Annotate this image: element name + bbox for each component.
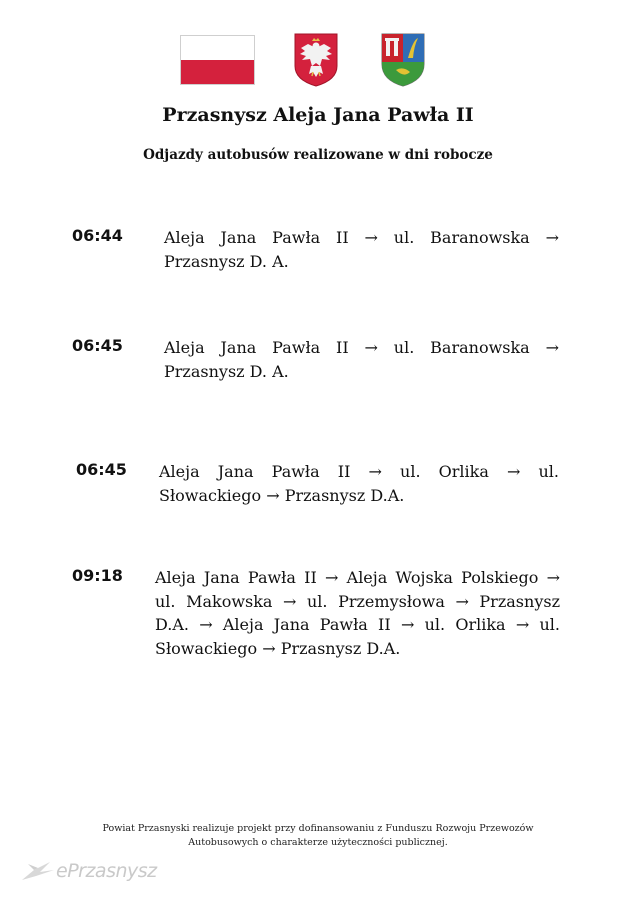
eprzasnysz-watermark: [20, 858, 170, 886]
departure-time: 06:45: [72, 336, 123, 355]
funding-note: [0, 822, 636, 850]
departure-time: 09:18: [72, 566, 123, 585]
departure-time: 06:45: [76, 460, 127, 479]
funding-note-line: Autobusowych o charakterze użyteczności publicznej.: [188, 837, 448, 848]
departure-route: Aleja Jana Pawła II → ul. Orlika → ul. Słowackiego → Przasnysz D.A.: [159, 462, 559, 505]
departure-route: Aleja Jana Pawła II → Aleja Wojska Polskiego → ul. Makowska → ul. Przemysłowa → Przasnysz D.A. → Aleja Jana Pawła II → ul. Orlika → ul. Słowackiego → Przasnysz D.A.: [155, 568, 560, 658]
page-subtitle: Odjazdy autobusów realizowane w dni robocze: [143, 147, 493, 163]
watermark-text: ePrzasnysz: [56, 860, 157, 882]
polish-eagle-emblem-icon: [292, 32, 340, 88]
departure-route: Aleja Jana Pawła II → ul. Baranowska → Przasnysz D. A.: [164, 228, 559, 271]
funding-note-line: Powiat Przasnyski realizuje projekt przy dofinansowaniu z Funduszu Rozwoju Przewozów: [102, 823, 534, 834]
departure-route: Aleja Jana Pawła II → ul. Baranowska → Przasnysz D. A.: [164, 338, 559, 381]
emblems-row: [0, 32, 636, 88]
poland-flag-icon: [180, 35, 255, 85]
departure-time: 06:44: [72, 226, 123, 245]
przasnysz-county-coat-of-arms-icon: [380, 32, 426, 88]
bird-logo-icon: [20, 858, 54, 886]
page-title: Przasnysz Aleja Jana Pawła II: [162, 104, 474, 126]
